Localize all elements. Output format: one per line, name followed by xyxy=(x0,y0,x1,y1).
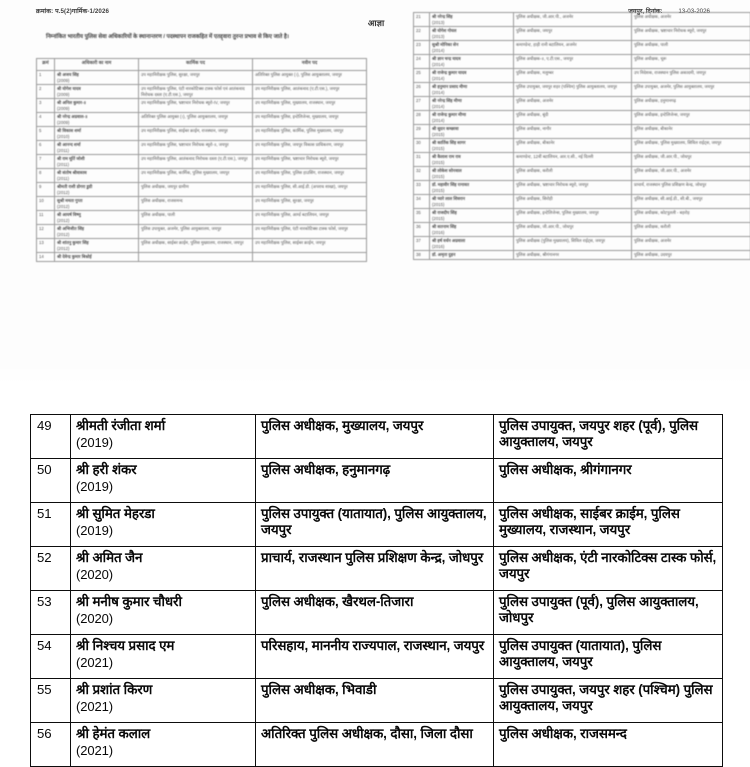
table-row xyxy=(414,69,750,83)
row-officer-name xyxy=(430,83,514,97)
table-row xyxy=(37,113,367,127)
officer-name-text: श्री आयर्ष विष्णु xyxy=(57,212,81,217)
table-row xyxy=(414,55,750,69)
officer-name-text: श्री नरेन्द्र सिंह मीणा xyxy=(432,98,462,103)
officer-name-text: श्री सुदन कच्छावा xyxy=(432,126,459,131)
officer-batch-year: (2021) xyxy=(76,699,250,714)
row-officer-name xyxy=(55,85,139,99)
row-serial-number: 30 xyxy=(414,139,430,153)
row-new-post: पुलिस अधीक्षक, साईबर क्राईम, पुलिस मुख्यालय, राजस्थान, जयपुर xyxy=(494,503,723,547)
row-serial-number: 56 xyxy=(31,723,71,767)
row-new-post: पुलिस अधीक्षक, कोटपुतली - बहरोड़ xyxy=(632,209,750,223)
table-row xyxy=(31,679,723,723)
row-new-post: उप महानिरीक्षक पुलिस, सुरक्षा, जयपुर xyxy=(253,197,367,211)
officer-name-text: श्री अजय सिंह xyxy=(57,72,79,77)
row-serial-number: 27 xyxy=(414,97,430,111)
col-header-name: अधिकारी का नाम xyxy=(55,59,139,71)
table-row xyxy=(414,153,750,167)
row-officer-name xyxy=(430,181,514,195)
row-officer-name xyxy=(71,591,256,635)
officer-batch-year: (2010) xyxy=(57,134,136,140)
row-current-post: पुलिस अधीक्षक, करौली xyxy=(514,167,632,181)
officer-batch-year: (2019) xyxy=(76,523,250,538)
row-officer-name xyxy=(55,127,139,141)
row-new-post: पुलिस अधीक्षक, एंटी नारकोटिक्स टास्क फोर्स, जयपुर xyxy=(494,547,723,591)
row-serial-number: 28 xyxy=(414,111,430,125)
officer-name-text: श्री कैलाश राम राव xyxy=(432,154,461,159)
row-officer-name xyxy=(55,183,139,197)
table-row xyxy=(37,183,367,197)
row-current-post: पुलिस अधीक्षक, पाली xyxy=(139,211,253,225)
officer-name-text: सुश्री ममता गुप्ता xyxy=(57,198,82,203)
row-officer-name xyxy=(55,239,139,253)
officer-batch-year: (2014) xyxy=(432,104,511,110)
officer-batch-year: (2013) xyxy=(432,20,511,26)
table-row xyxy=(414,237,750,251)
row-officer-name xyxy=(71,723,256,767)
row-officer-name xyxy=(71,459,256,503)
row-officer-name xyxy=(430,209,514,223)
row-officer-name xyxy=(430,237,514,251)
row-new-post: पुलिस अधीक्षक, चूरू xyxy=(632,55,750,69)
officer-name-text: श्री हर्ष वर्धन अग्रवाला xyxy=(432,238,465,243)
officer-name-text: श्री राजेन्द्र कुमार यादव xyxy=(432,70,466,75)
row-current-post: उप महानिरीक्षक पुलिस, आतंकवाद निरोधक दस्ता (ए.टी.एस.), जयपुर xyxy=(139,155,253,169)
officer-name-text: डॉ. अमृता दुहन xyxy=(432,252,455,257)
table-row xyxy=(414,181,750,195)
table-row xyxy=(37,141,367,155)
officer-batch-year: (2014) xyxy=(432,90,511,96)
officer-name-text: श्री राजदीप सिंह xyxy=(432,210,457,215)
table-row xyxy=(37,253,367,262)
row-serial-number: 1 xyxy=(37,71,55,85)
table-row xyxy=(414,83,750,97)
row-serial-number: 22 xyxy=(414,27,430,41)
row-new-post: उप महानिरीक्षक पुलिस, इन्टेलिजेन्स, मुख्यालय, जयपुर xyxy=(253,113,367,127)
officer-name-text: श्री लोकेश सोनवाल xyxy=(432,168,462,173)
row-new-post: पुलिस अधीक्षक, भ्रष्टाचार निरोधक ब्यूरो, जयपुर xyxy=(632,27,750,41)
scan-bottom-fade xyxy=(0,364,750,390)
officer-batch-year: (2012) xyxy=(57,232,136,238)
row-serial-number: 52 xyxy=(31,547,71,591)
row-officer-name xyxy=(55,225,139,239)
row-officer-name xyxy=(71,635,256,679)
row-new-post: पुलिस अधीक्षक, उदयपुर xyxy=(632,251,750,260)
officer-name-text: सुश्री मोनिका सेन xyxy=(432,42,458,47)
officer-name-text: डॉ. महावीर सिंह रत्नावत xyxy=(432,182,469,187)
officer-name-text: श्री देवेन्द्र कुमार बिश्नोई xyxy=(57,254,92,259)
table-row xyxy=(37,239,367,253)
row-serial-number: 24 xyxy=(414,55,430,69)
col-header-new: नवीन पद xyxy=(253,59,367,71)
officer-batch-year: (2012) xyxy=(57,190,136,196)
row-current-post: पुलिस उपायुक्त, अजमेर, पुलिस आयुक्तालय, जयपुर xyxy=(139,225,253,239)
row-current-post: पुलिस उपायुक्त (यातायात), पुलिस आयुक्तालय, जयपुर xyxy=(256,503,494,547)
row-serial-number: 55 xyxy=(31,679,71,723)
table-row xyxy=(37,99,367,113)
row-serial-number: 4 xyxy=(37,113,55,127)
table-row xyxy=(37,71,367,85)
officer-batch-year: (2014) xyxy=(432,48,511,54)
officer-name-text: श्री राम मूर्ति जोशी xyxy=(57,156,85,161)
table-row xyxy=(37,169,367,183)
row-officer-name xyxy=(71,547,256,591)
table-row xyxy=(37,85,367,99)
row-serial-number: 23 xyxy=(414,41,430,55)
row-new-post xyxy=(253,253,367,262)
row-current-post: उप महानिरीक्षक पुलिस, कार्मिक, पुलिस मुख्यालय, जयपुर xyxy=(139,169,253,183)
row-officer-name xyxy=(55,197,139,211)
row-new-post: प्राचार्य, राजस्थान पुलिस प्रशिक्षण केन्द्र, जोधपुर xyxy=(632,181,750,195)
row-current-post: प्राचार्य, राजस्थान पुलिस प्रशिक्षण केन्द्र, जोधपुर xyxy=(256,547,494,591)
row-officer-name xyxy=(430,55,514,69)
row-current-post: पुलिस अधीक्षक, जयपुर ग्रामीण xyxy=(139,183,253,197)
row-serial-number: 33 xyxy=(414,181,430,195)
row-officer-name xyxy=(430,111,514,125)
row-current-post: पुलिस अधीक्षक, हनुमानगढ़ xyxy=(256,459,494,503)
row-new-post: पुलिस अधीक्षक, बीकानेर xyxy=(632,125,750,139)
row-current-post: पुलिस अधीक्षक, खैरथल-तिजारा xyxy=(256,591,494,635)
row-officer-name xyxy=(430,69,514,83)
row-current-post: पुलिस अधीक्षक, सिरोही xyxy=(514,195,632,209)
row-current-post: अतिरिक्त पुलिस आयुक्त (।), पुलिस आयुक्तालय, जयपुर xyxy=(139,113,253,127)
officer-name-text: श्री प्यारे लाल शिवरान xyxy=(432,196,465,201)
row-current-post: उप महानिरीक्षक पुलिस, एंटी नारकोटिक्स टास्क फोर्स एवं आतंकवाद निरोधक दस्ता (ए.टी.एस.), जयपुर xyxy=(139,85,253,99)
officer-batch-year: (2011) xyxy=(57,176,136,182)
row-officer-name xyxy=(55,211,139,225)
row-new-post: पुलिस अधीक्षक, पाली xyxy=(632,41,750,55)
officer-name-text: श्री निश्चय प्रसाद एम xyxy=(76,638,174,653)
row-officer-name xyxy=(430,251,514,260)
row-serial-number: 29 xyxy=(414,125,430,139)
officer-batch-year: (2015) xyxy=(432,132,511,138)
row-serial-number: 31 xyxy=(414,153,430,167)
row-new-post: पुलिस अधीक्षक, जी.आर.पी., अजमेर xyxy=(632,167,750,181)
row-serial-number: 34 xyxy=(414,195,430,209)
order-number: क्रमांक: प.5(2)गार्मिक-1/2026 xyxy=(36,6,109,15)
scan-table-right xyxy=(413,12,750,260)
row-new-post: पुलिस उपायुक्त, जयपुर शहर (पूर्व), पुलिस आयुक्तालय, जयपुर xyxy=(494,415,723,459)
document-subtitle: निम्नांकित भारतीय पुलिस सेवा अधिकारियों के स्थानान्तरण / पदस्थापन राजकहित में एतद्द्वारा तुरन्त प्रभाव से किए जाते है। xyxy=(46,32,696,40)
row-new-post: उप महानिरीक्षक पुलिस, आतंकवाद (ए.टी.एस.), जयपुर xyxy=(253,85,367,99)
officer-name-text: श्री संतोष श्रीवास्तव xyxy=(57,170,87,175)
row-officer-name xyxy=(430,195,514,209)
col-header-sno: क्रमं xyxy=(37,59,55,71)
officer-batch-year: (2009) xyxy=(57,106,136,112)
row-new-post: पुलिस अधीक्षक, हनुमानगढ़ xyxy=(632,97,750,111)
row-new-post: उप महानिरीक्षक पुलिस, साईबर क्राईम, जयपुर xyxy=(253,239,367,253)
row-serial-number: 6 xyxy=(37,141,55,155)
table-row xyxy=(31,459,723,503)
table-row xyxy=(37,225,367,239)
officer-batch-year: (2015) xyxy=(432,188,511,194)
row-current-post: पुलिस अधीक्षक, जी.आर.पी., अजमेर xyxy=(514,13,632,27)
officer-batch-year: (2020) xyxy=(76,567,250,582)
officer-batch-year: (2014) xyxy=(432,118,511,124)
row-current-post: पुलिस अधीक्षक, जी.आर.पी., जोधपुर xyxy=(514,223,632,237)
officer-batch-year: (2012) xyxy=(57,204,136,210)
table-row xyxy=(31,591,723,635)
row-current-post: पुलिस अधीक्षक, बूंदी xyxy=(514,111,632,125)
officer-name-text: श्री हेमंत कलाल xyxy=(76,726,150,741)
officer-batch-year: (2019) xyxy=(76,479,250,494)
table-row xyxy=(414,97,750,111)
row-current-post: उप महानिरीक्षक पुलिस, साईबर क्राईम, राजस्थान, जयपुर xyxy=(139,127,253,141)
row-new-post: उप महानिरीक्षक पुलिस, आर्म्ड बटालियन, जयपुर xyxy=(253,211,367,225)
officer-batch-year: (2016) xyxy=(432,230,511,236)
officer-name-text: श्री विकास शर्मा xyxy=(57,128,81,133)
table-row xyxy=(414,195,750,209)
row-current-post: पुलिस अधीक्षक (पुलिस मुख्यालय), सिविल राईट्स, जयपुर xyxy=(514,237,632,251)
row-current-post: पुलिस अधीक्षक, भिवाडी xyxy=(256,679,494,723)
row-serial-number: 12 xyxy=(37,225,55,239)
row-serial-number: 26 xyxy=(414,83,430,97)
row-new-post: उप महानिरीक्षक पुलिस, एंटी नारकोटिक्स टास्क फोर्स, जयपुर xyxy=(253,225,367,239)
row-new-post: पुलिस अधीक्षक, अजमेर xyxy=(632,237,750,251)
table-row xyxy=(414,251,750,260)
row-officer-name xyxy=(55,155,139,169)
row-new-post: उप निदेशक, राजस्थान पुलिस अकादमी, जयपुर xyxy=(632,69,750,83)
row-new-post: उप महानिरीक्षक पुलिस, पुलिस हाउसिंग, राजस्थान, जयपुर xyxy=(253,169,367,183)
scan-table-left xyxy=(36,58,367,262)
table-row xyxy=(31,415,723,459)
order-date: 13-03-2026 xyxy=(678,8,710,15)
row-serial-number: 14 xyxy=(37,253,55,262)
row-serial-number: 21 xyxy=(414,13,430,27)
row-current-post: उप महानिरीक्षक पुलिस, भ्रष्टाचार निरोधक ब्यूरो-॥, जयपुर xyxy=(139,141,253,155)
row-serial-number: 8 xyxy=(37,169,55,183)
row-new-post: पुलिस अधीक्षक, जी.आर.पी., जोधपुर xyxy=(632,153,750,167)
row-new-post: पुलिस अधीक्षक, श्रीगंगानगर xyxy=(494,459,723,503)
officer-name-text: श्री सतनाम सिंह xyxy=(432,224,456,229)
table-row xyxy=(414,27,750,41)
row-current-post: पुलिस अधीक्षक, बीकानेर xyxy=(514,139,632,153)
officer-batch-year: (2012) xyxy=(57,218,136,224)
row-serial-number: 2 xyxy=(37,85,55,99)
officer-batch-year: (2009) xyxy=(57,120,136,126)
row-serial-number: 3 xyxy=(37,99,55,113)
table-row xyxy=(37,155,367,169)
officer-batch-year: (2014) xyxy=(432,62,511,68)
row-serial-number: 53 xyxy=(31,591,71,635)
row-serial-number: 11 xyxy=(37,211,55,225)
officer-batch-year: (2015) xyxy=(432,160,511,166)
officer-batch-year: (2011) xyxy=(57,162,136,168)
col-header-current: कार्मिक पद xyxy=(139,59,253,71)
row-new-post: अतिरिक्त पुलिस आयुक्त (।), पुलिस आयुक्तालय, जयपुर xyxy=(253,71,367,85)
row-serial-number: 51 xyxy=(31,503,71,547)
row-current-post: पुलिस अधीक्षक, मुख्यालय, जयपुर xyxy=(256,415,494,459)
table-row xyxy=(31,503,723,547)
row-officer-name xyxy=(55,71,139,85)
officer-name-text: श्री कार्तिक सिंह सागर xyxy=(432,140,466,145)
table-row xyxy=(414,167,750,181)
officer-batch-year: (2015) xyxy=(432,146,511,152)
table-row xyxy=(414,41,750,55)
officer-name-text: श्री हरी शंकर xyxy=(76,462,137,477)
row-current-post xyxy=(139,253,253,262)
row-serial-number: 49 xyxy=(31,415,71,459)
row-officer-name xyxy=(430,125,514,139)
officer-batch-year: (2009) xyxy=(57,78,136,84)
row-serial-number: 37 xyxy=(414,237,430,251)
row-current-post: पुलिस अधीक्षक, श्रीगंगानगर xyxy=(514,251,632,260)
row-officer-name xyxy=(55,113,139,127)
row-current-post: पुलिस अधीक्षक, साईबर क्राईम, पुलिस मुख्यालय, राजस्थान, जयपुर xyxy=(139,239,253,253)
row-current-post: पुलिस अधीक्षक, अजमेर xyxy=(514,97,632,111)
row-new-post: पुलिस उपायुक्त (यातायात), पुलिस आयुक्तालय, जयपुर xyxy=(494,635,723,679)
officer-batch-year: (2014) xyxy=(432,76,511,82)
row-new-post: पुलिस अधीक्षक, सी.आई.डी., सी.बी., जयपुर xyxy=(632,195,750,209)
row-officer-name xyxy=(430,13,514,27)
scan-table-left-header-row xyxy=(37,59,367,71)
officer-name-text: श्री अनिल कुमार-॥ xyxy=(57,100,86,105)
row-current-post: परिसहाय, माननीय राज्यपाल, राजस्थान, जयपुर xyxy=(256,635,494,679)
officer-name-text: श्री प्रशांत किरण xyxy=(76,682,152,697)
row-current-post: पुलिस उपायुक्त, जयपुर शहर (पश्चिम) पुलिस आयुक्तालय, जयपुर xyxy=(514,83,632,97)
row-current-post: पुलिस अधीक्षक, भ्रष्टाचार निरोधक ब्यूरो, जयपुर xyxy=(514,181,632,195)
row-new-post: पुलिस उपायुक्त, जयपुर शहर (पश्चिम) पुलिस आयुक्तालय, जयपुर xyxy=(494,679,723,723)
row-serial-number: 36 xyxy=(414,223,430,237)
row-current-post: अतिरिक्त पुलिस अधीक्षक, दौसा, जिला दौसा xyxy=(256,723,494,767)
table-row xyxy=(31,547,723,591)
place-date-label: जयपुर, दिनांक: xyxy=(628,8,662,15)
row-serial-number: 35 xyxy=(414,209,430,223)
table-row xyxy=(414,139,750,153)
row-serial-number: 32 xyxy=(414,167,430,181)
row-serial-number: 50 xyxy=(31,459,71,503)
row-current-post: पुलिस अधीक्षक, इन्टेलिजेन्स, पुलिस मुख्यालय, जयपुर xyxy=(514,209,632,223)
row-officer-name xyxy=(71,679,256,723)
officer-name-text: श्री ज्ञान चन्द्र यादव xyxy=(432,56,461,61)
row-officer-name xyxy=(55,99,139,113)
officer-name-text: श्री मनीष कुमार चौधरी xyxy=(76,594,182,609)
officer-batch-year: (2015) xyxy=(432,216,511,222)
officer-batch-year: (2011) xyxy=(57,148,136,154)
row-current-post: कमाण्डेन्ट, 12वीं बटालियन, आर.ए.सी., नई दिल्ली xyxy=(514,153,632,167)
officer-name-text: श्री अमित जैन xyxy=(76,550,142,565)
row-officer-name xyxy=(430,223,514,237)
table-row xyxy=(414,125,750,139)
row-current-post: पुलिस अधीक्षक, जयपुर xyxy=(514,27,632,41)
officer-name-text: श्री राजेन्द्र कुमार मीणा xyxy=(432,112,466,117)
officer-name-text: श्री आनन्द शर्मा xyxy=(57,142,81,147)
table-row xyxy=(31,723,723,767)
row-new-post: उप महानिरीक्षक पुलिस, भ्रष्टाचार निरोधक ब्यूरो, जयपुर xyxy=(253,155,367,169)
transfer-list-table-wrapper xyxy=(30,414,722,767)
table-row xyxy=(31,635,723,679)
officer-batch-year: (2019) xyxy=(76,435,250,450)
officer-batch-year: (2021) xyxy=(76,743,250,758)
row-current-post: पुलिस अधीक्षक, मलुम्बर xyxy=(514,69,632,83)
officer-batch-year: (2009) xyxy=(57,92,136,98)
officer-name-text: श्रीमती रंजीता शर्मा xyxy=(76,418,165,433)
row-officer-name xyxy=(55,141,139,155)
officer-name-text: श्री नरेन्द्र सिंह xyxy=(432,14,453,19)
officer-batch-year: (2015) xyxy=(432,202,511,208)
officer-name-text: श्री योगेश गोयल xyxy=(432,28,456,33)
officer-name-text: श्री अभिजीत सिंह xyxy=(57,226,84,231)
row-officer-name xyxy=(430,167,514,181)
row-new-post: पुलिस अधीक्षक, अजमेर xyxy=(632,13,750,27)
row-officer-name xyxy=(55,253,139,262)
officer-batch-year: (2021) xyxy=(76,655,250,670)
row-officer-name xyxy=(71,503,256,547)
officer-batch-year: (2015) xyxy=(432,174,511,180)
officer-name-text: श्रीमती राशी डोगरा डुडी xyxy=(57,184,92,189)
row-serial-number: 9 xyxy=(37,183,55,197)
officer-batch-year: (2016) xyxy=(432,244,511,250)
row-officer-name xyxy=(430,139,514,153)
table-row xyxy=(414,111,750,125)
officer-batch-year: (2013) xyxy=(432,34,511,40)
row-new-post: उप महानिरीक्षक पुलिस, जयपुर विकास प्राधिकरण, जयपुर xyxy=(253,141,367,155)
row-officer-name xyxy=(430,97,514,111)
officer-batch-year: (2020) xyxy=(76,611,250,626)
row-new-post: उप महानिरीक्षक पुलिस, कार्मिक, पुलिस मुख्यालय, जयपुर xyxy=(253,127,367,141)
row-new-post: पुलिस अधीक्षक, इन्टेलिजेन्स, जयपुर xyxy=(632,111,750,125)
transfer-list-table xyxy=(30,414,723,767)
table-row xyxy=(414,13,750,27)
row-new-post: पुलिस उपायुक्त, अजमेर, पुलिस आयुक्तालय, जयपुर xyxy=(632,83,750,97)
row-officer-name xyxy=(430,153,514,167)
row-current-post: उप महानिरीक्षक पुलिस, सुरक्षा, जयपुर xyxy=(139,71,253,85)
page-title: आज्ञा xyxy=(36,18,716,29)
table-row xyxy=(414,223,750,237)
officer-name-text: श्री हनुमान प्रसाद मीणा xyxy=(432,84,467,89)
row-new-post: पुलिस अधीक्षक, राजसमन्द xyxy=(494,723,723,767)
row-current-post: पुलिस अधीक्षक, राजसमन्द xyxy=(139,197,253,211)
row-officer-name xyxy=(71,415,256,459)
row-new-post: उप महानिरीक्षक पुलिस, मुख्यालय, राजस्थान, जयपुर xyxy=(253,99,367,113)
row-serial-number: 7 xyxy=(37,155,55,169)
row-serial-number: 10 xyxy=(37,197,55,211)
row-current-post: पुलिस अधीक्षक-॥, ए.टी.एस., जयपुर xyxy=(514,55,632,69)
row-new-post: पुलिस उपायुक्त (पूर्व), पुलिस आयुक्तालय, जोधपुर xyxy=(494,591,723,635)
row-serial-number: 38 xyxy=(414,251,430,260)
row-serial-number: 25 xyxy=(414,69,430,83)
officer-name-text: श्री शांतनु कुमार सिंह xyxy=(57,240,89,245)
row-officer-name xyxy=(430,27,514,41)
table-row xyxy=(37,127,367,141)
officer-name-text: श्री योगेश यादव xyxy=(57,86,81,91)
table-row xyxy=(414,209,750,223)
officer-batch-year: (2012) xyxy=(57,246,136,252)
table-row xyxy=(37,211,367,225)
officer-name-text: श्री नरेन्द्र अग्रवाल-॥ xyxy=(57,114,87,119)
row-current-post: उप महानिरीक्षक पुलिस, भ्रष्टाचार निरोधक ब्यूरो-IV, जयपुर xyxy=(139,99,253,113)
table-row xyxy=(37,197,367,211)
row-new-post: पुलिस अधीक्षक, करौली xyxy=(632,223,750,237)
row-serial-number: 13 xyxy=(37,239,55,253)
officer-name-text: श्री सुमित मेहरडा xyxy=(76,506,155,521)
row-new-post: पुलिस अधीक्षक, पुलिस मुख्यालय, सिविल राईट्स, जयपुर xyxy=(632,139,750,153)
row-officer-name xyxy=(55,169,139,183)
row-new-post: उप महानिरीक्षक पुलिस, सी.आई.डी. (अपराध शाखा), जयपुर xyxy=(253,183,367,197)
row-current-post: कमाण्डेन्ट, हाड़ी रानी बटालियन, अजमेर xyxy=(514,41,632,55)
row-serial-number: 5 xyxy=(37,127,55,141)
row-officer-name xyxy=(430,41,514,55)
row-serial-number: 54 xyxy=(31,635,71,679)
row-current-post: पुलिस अधीक्षक, नागौर xyxy=(514,125,632,139)
